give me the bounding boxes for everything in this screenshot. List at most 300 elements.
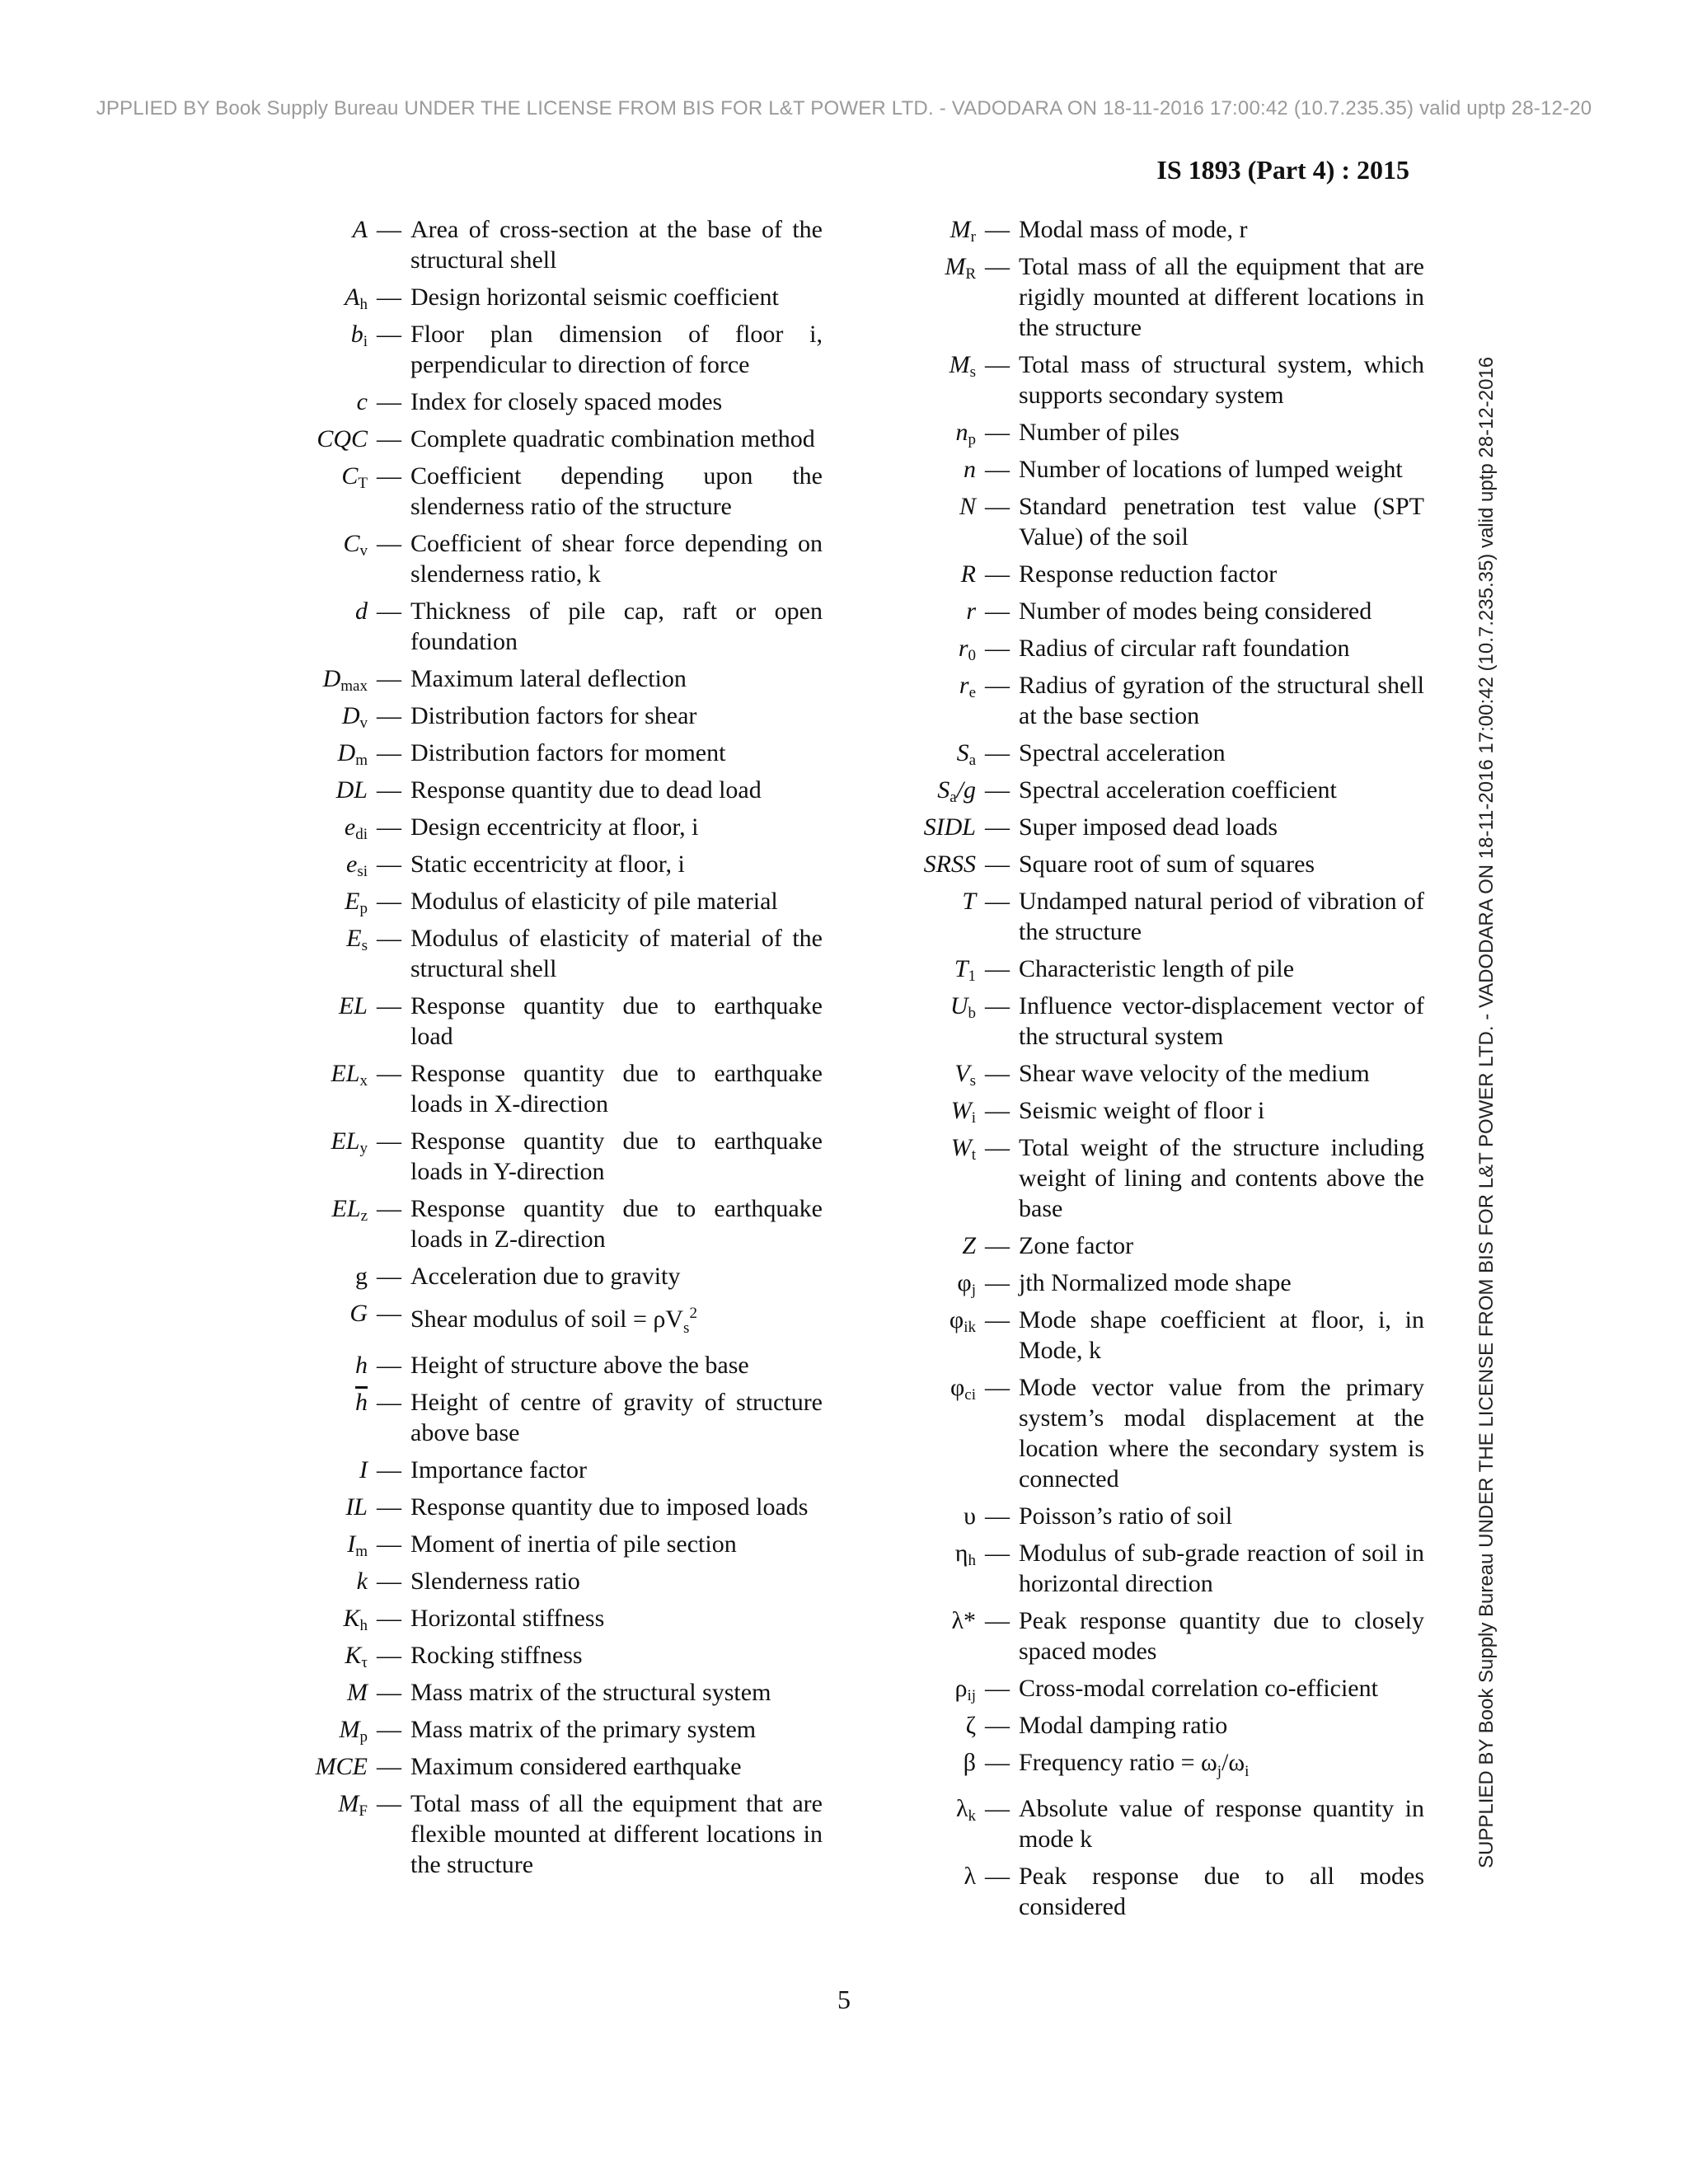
- symbol-entry: [272, 214, 823, 275]
- em-dash: —: [377, 665, 401, 692]
- definition-text: Undamped natural period of vibration of the structure: [1019, 888, 1424, 945]
- symbol-entry: [872, 349, 1424, 410]
- symbol-entry: [872, 1372, 1424, 1494]
- definition: [1019, 1132, 1424, 1224]
- symbol-base: IL: [345, 1493, 368, 1521]
- symbol-base: E: [345, 888, 360, 915]
- definition-text: Radius of gyration of the structural shell at the base section: [1019, 672, 1424, 729]
- symbol-base: r: [966, 598, 976, 625]
- definition: [410, 991, 823, 1052]
- em-dash: —: [985, 1675, 1010, 1702]
- definition: [1019, 775, 1424, 805]
- symbol-subscript: s: [969, 363, 976, 381]
- definition-text: Influence vector-displacement vector of the structural system: [1019, 992, 1424, 1050]
- definition: [410, 1058, 823, 1119]
- em-dash: —: [377, 1195, 401, 1222]
- symbol-base: φ: [949, 1306, 964, 1333]
- definition: [1019, 991, 1424, 1052]
- symbol: [272, 1677, 368, 1708]
- definition-text: Moment of inertia of pile section: [410, 1530, 737, 1558]
- symbol-entry: [272, 849, 823, 879]
- symbol: [272, 849, 368, 879]
- symbol-base: S: [937, 776, 950, 804]
- symbol: [272, 282, 368, 312]
- symbol: [272, 1566, 368, 1596]
- em-dash: —: [377, 1060, 401, 1087]
- definition-text: Distribution factors for shear: [410, 702, 697, 729]
- definition: [410, 1714, 823, 1745]
- symbol-entry: [272, 1677, 823, 1708]
- definition-text: Radius of circular raft foundation: [1019, 635, 1350, 662]
- symbol-base: υ: [964, 1502, 976, 1530]
- symbol-base: N: [959, 493, 976, 520]
- em-dash: —: [985, 1269, 1010, 1296]
- definition-text: Spectral acceleration coefficient: [1019, 776, 1337, 804]
- license-watermark-top: JPPLIED BY Book Supply Bureau UNDER THE LICENSE FROM BIS FOR L&T POWER LTD. - VADODARA ON 18-11-2016 17:00:42 (10.7.235.35) valid uptp 28-12-20: [96, 97, 1592, 120]
- symbol: [272, 1492, 368, 1522]
- symbol-subscript: m: [355, 752, 368, 769]
- symbol-base: $\overline{h}$: [355, 1389, 368, 1416]
- symbol: [272, 1193, 368, 1224]
- em-dash: —: [377, 598, 401, 625]
- symbol: [272, 1298, 368, 1329]
- symbol-base: M: [339, 1716, 360, 1743]
- symbol: [272, 1529, 368, 1559]
- definition-text: Peak response due to all modes considered: [1019, 1863, 1424, 1920]
- definition: [410, 663, 823, 694]
- symbol-entry: [272, 528, 823, 589]
- symbol-base: n: [964, 456, 976, 483]
- symbol: [272, 1751, 368, 1782]
- symbol: [872, 454, 976, 485]
- symbol-entry: [272, 1387, 823, 1448]
- definition: [1019, 886, 1424, 947]
- em-dash: —: [985, 776, 1010, 804]
- symbol-subscript: F: [359, 1802, 368, 1820]
- definition: [410, 886, 823, 916]
- em-dash: —: [377, 425, 401, 452]
- symbol-entry: [272, 1751, 823, 1782]
- symbol-entry: [272, 775, 823, 805]
- symbol-base: U: [950, 992, 968, 1019]
- symbol-subscript: ij: [967, 1687, 976, 1704]
- symbol-base: g: [355, 1263, 368, 1290]
- symbol: [872, 349, 976, 380]
- definition: [1019, 491, 1424, 552]
- symbol-base: d: [355, 598, 368, 625]
- symbol-subscript: r: [970, 228, 976, 246]
- symbol-entry: [272, 1455, 823, 1485]
- definition-text: Modal mass of mode, r: [1019, 216, 1248, 243]
- symbol-base: T: [962, 888, 976, 915]
- definition-text: Rocking stiffness: [410, 1642, 583, 1669]
- definition: [410, 812, 823, 842]
- symbol-base: h: [355, 1352, 368, 1379]
- definition-text: Response quantity due to earthquake loads in X-direction: [410, 1060, 823, 1118]
- symbol: [272, 701, 368, 731]
- definition-text: Total mass of all the equipment that are rigidly mounted at different locations in the structure: [1019, 253, 1424, 341]
- definition-text: Shear modulus of soil = ρV: [410, 1305, 684, 1333]
- definition-text: jth Normalized mode shape: [1019, 1269, 1292, 1296]
- definition-text: Complete quadratic combination method: [410, 425, 815, 452]
- definition: [1019, 1538, 1424, 1599]
- definition: [1019, 1095, 1424, 1126]
- symbol-entry: [872, 1605, 1424, 1666]
- definition: [410, 387, 823, 417]
- symbol: [272, 1261, 368, 1291]
- symbol-base: D: [322, 665, 341, 692]
- definition: [410, 319, 823, 380]
- symbol-entry: [872, 1501, 1424, 1531]
- definition-text: Total weight of the structure including weight of lining and contents above the base: [1019, 1134, 1424, 1222]
- symbol: [872, 954, 976, 984]
- symbol: [872, 1372, 976, 1403]
- symbol-base: K: [343, 1605, 360, 1632]
- em-dash: —: [985, 992, 1010, 1019]
- symbol-base: ζ: [965, 1712, 976, 1739]
- symbol-base: λ*: [951, 1607, 976, 1634]
- definition: [410, 1350, 823, 1380]
- symbol: [272, 1058, 368, 1089]
- symbol-entry: [872, 596, 1424, 626]
- em-dash: —: [985, 635, 1010, 662]
- symbol: [872, 1793, 976, 1824]
- symbol-base: η: [954, 1540, 968, 1567]
- em-dash: —: [985, 351, 1010, 378]
- symbol-base: R: [960, 560, 976, 588]
- em-dash: —: [377, 388, 401, 415]
- em-dash: —: [985, 419, 1010, 446]
- symbol-entry: [872, 251, 1424, 343]
- definition: [410, 282, 823, 312]
- definition-text: Acceleration due to gravity: [410, 1263, 681, 1290]
- em-dash: —: [985, 1060, 1010, 1087]
- symbol-entry: [872, 417, 1424, 448]
- definition: [410, 1603, 823, 1633]
- definition: [1019, 596, 1424, 626]
- symbol-base: φ: [950, 1374, 965, 1401]
- em-dash: —: [377, 1389, 401, 1416]
- symbol-base: SIDL: [923, 813, 976, 841]
- em-dash: —: [985, 1502, 1010, 1530]
- symbol-subscript: p: [968, 431, 976, 448]
- definition: [410, 461, 823, 522]
- definition-subscript: i: [1245, 1763, 1250, 1780]
- symbol-entry: [872, 454, 1424, 485]
- em-dash: —: [377, 1679, 401, 1706]
- definition: [1019, 349, 1424, 410]
- symbol-base: I: [347, 1530, 356, 1558]
- symbol-entry: [272, 701, 823, 731]
- symbol-entry: [872, 1747, 1424, 1787]
- symbol-base: r: [959, 672, 969, 699]
- em-dash: —: [985, 598, 1010, 625]
- em-dash: —: [377, 776, 401, 804]
- symbol-base: λ: [955, 1795, 968, 1822]
- definition-text: Mass matrix of the primary system: [410, 1716, 757, 1743]
- symbol-entry: [872, 1538, 1424, 1599]
- symbol-base: W: [950, 1097, 972, 1124]
- symbol-entry: [872, 214, 1424, 245]
- symbol-subscript: s: [969, 1072, 976, 1090]
- symbol-entry: [272, 991, 823, 1052]
- definition-text: Response quantity due to dead load: [410, 776, 762, 804]
- definition: [410, 738, 823, 768]
- definition-text: Characteristic length of pile: [1019, 955, 1295, 982]
- definition-text: Modulus of sub-grade reaction of soil in horizontal direction: [1019, 1540, 1424, 1597]
- definition-text: Mass matrix of the structural system: [410, 1679, 771, 1706]
- symbol-base: e: [344, 813, 356, 841]
- em-dash: —: [985, 1607, 1010, 1634]
- definition: [1019, 1605, 1424, 1666]
- definition-text: Static eccentricity at floor, i: [410, 851, 685, 878]
- symbol-subscript: di: [355, 826, 368, 843]
- symbol-entry: [872, 1793, 1424, 1854]
- em-dash: —: [377, 530, 401, 557]
- symbol-base: e: [345, 851, 358, 878]
- symbol-base: S: [956, 739, 969, 766]
- symbol-base: MCE: [315, 1753, 368, 1780]
- symbol-subscript: τ: [361, 1654, 368, 1671]
- symbol-subscript: p: [359, 900, 368, 917]
- symbol-base: E: [346, 925, 362, 952]
- symbol-entry: [272, 387, 823, 417]
- symbol-base: Z: [962, 1232, 976, 1259]
- definition-text: Total mass of all the equipment that are flexible mounted at different locations in the structure: [410, 1790, 823, 1878]
- definition-text: Shear wave velocity of the medium: [1019, 1060, 1370, 1087]
- definition-subscript: j: [1217, 1763, 1222, 1780]
- symbol-base: n: [955, 419, 968, 446]
- definition: [410, 1455, 823, 1485]
- symbol-entry: [872, 954, 1424, 984]
- symbol: [872, 251, 976, 282]
- em-dash: —: [985, 851, 1010, 878]
- em-dash: —: [377, 925, 401, 952]
- symbol: [872, 886, 976, 916]
- symbol-base: M: [347, 1679, 368, 1706]
- symbol-subscript: b: [968, 1005, 976, 1022]
- definition: [1019, 1230, 1424, 1261]
- definition-text: Modal damping ratio: [1019, 1712, 1228, 1739]
- symbol-base: SRSS: [923, 851, 976, 878]
- symbol: [272, 812, 368, 842]
- definition: [410, 849, 823, 879]
- definition-text: Coefficient of shear force depending on slenderness ratio, k: [410, 530, 823, 588]
- definition: [1019, 454, 1424, 485]
- symbol-subscript: 0: [968, 647, 976, 664]
- em-dash: —: [985, 456, 1010, 483]
- symbol: [872, 596, 976, 626]
- definition-text: Poisson’s ratio of soil: [1019, 1502, 1233, 1530]
- symbol-entry: [872, 1861, 1424, 1922]
- definition-text: Height of structure above the base: [410, 1352, 749, 1379]
- definition: [1019, 1501, 1424, 1531]
- symbol-entry: [272, 1640, 823, 1671]
- symbol: [272, 387, 368, 417]
- symbol-entry: [872, 1132, 1424, 1224]
- symbol-entry: [272, 1529, 823, 1559]
- symbol: [872, 1305, 976, 1335]
- symbol-base: A: [352, 216, 368, 243]
- em-dash: —: [377, 888, 401, 915]
- em-dash: —: [377, 1263, 401, 1290]
- symbol-base: λ: [964, 1863, 976, 1890]
- definition-text: Design eccentricity at floor, i: [410, 813, 699, 841]
- definition-text: Frequency ratio = ω: [1019, 1749, 1217, 1776]
- symbol-subscript: ik: [964, 1319, 976, 1336]
- symbol: [272, 424, 368, 454]
- symbol-entry: [272, 319, 823, 380]
- definition: [410, 596, 823, 657]
- em-dash: —: [985, 1097, 1010, 1124]
- symbol-entry: [272, 424, 823, 454]
- symbol: [872, 1710, 976, 1741]
- em-dash: —: [985, 1306, 1010, 1333]
- definition-text: Number of piles: [1019, 419, 1179, 446]
- definition-tail: /ω: [1221, 1749, 1245, 1776]
- symbol: [872, 1095, 976, 1126]
- symbol-subscript: h: [359, 1617, 368, 1634]
- definition-text: Response reduction factor: [1019, 560, 1278, 588]
- em-dash: —: [377, 1352, 401, 1379]
- em-dash: —: [985, 1540, 1010, 1567]
- em-dash: —: [377, 216, 401, 243]
- symbol-subscript: h: [968, 1552, 976, 1569]
- definition-text: Total mass of structural system, which supports secondary system: [1019, 351, 1424, 409]
- symbol-base: M: [338, 1790, 359, 1817]
- em-dash: —: [985, 672, 1010, 699]
- symbol: [272, 1387, 368, 1418]
- symbol: [272, 1455, 368, 1485]
- symbol-entry: [272, 1788, 823, 1880]
- symbol-subscript: a: [968, 752, 976, 769]
- definition: [1019, 849, 1424, 879]
- em-dash: —: [377, 739, 401, 766]
- symbol-subscript: v: [359, 715, 368, 732]
- symbol: [272, 1788, 368, 1819]
- symbol-base: C: [341, 462, 359, 490]
- em-dash: —: [985, 493, 1010, 520]
- definition: [410, 1126, 823, 1187]
- symbol: [872, 417, 976, 448]
- symbol-base: EL: [331, 1060, 360, 1087]
- symbol-base: D: [341, 702, 360, 729]
- definition: [410, 1529, 823, 1559]
- symbol-subscript: i: [363, 333, 368, 350]
- definition: [410, 701, 823, 731]
- definition-text: Mode vector value from the primary system’s modal displacement at the location where the secondary system is connected: [1019, 1374, 1424, 1493]
- definition-text: Response quantity due to earthquake loads in Z-direction: [410, 1195, 823, 1253]
- definition-text: Square root of sum of squares: [1019, 851, 1315, 878]
- definition-text: Slenderness ratio: [410, 1568, 580, 1595]
- definition: [1019, 1793, 1424, 1854]
- symbol: [272, 1640, 368, 1671]
- symbol: [272, 528, 368, 559]
- definition-text: Number of locations of lumped weight: [1019, 456, 1403, 483]
- em-dash: —: [377, 321, 401, 348]
- symbol-entry: [272, 1126, 823, 1187]
- symbol-entry: [872, 670, 1424, 731]
- symbol: [272, 461, 368, 491]
- symbol-base: M: [950, 216, 971, 243]
- definition: [410, 1261, 823, 1291]
- page-number: 5: [837, 1985, 851, 2014]
- definition-text: Spectral acceleration: [1019, 739, 1226, 766]
- symbol: [272, 738, 368, 768]
- symbol-entry: [872, 1710, 1424, 1741]
- definition: [410, 923, 823, 984]
- definition: [1019, 954, 1424, 984]
- definition-subscript: s: [683, 1319, 690, 1337]
- definition-text: Index for closely spaced modes: [410, 388, 723, 415]
- definition-text: Importance factor: [410, 1456, 588, 1483]
- definition: [1019, 214, 1424, 245]
- definition-text: Seismic weight of floor i: [1019, 1097, 1265, 1124]
- symbol: [872, 812, 976, 842]
- symbol: [872, 1501, 976, 1531]
- symbol-entry: [272, 886, 823, 916]
- em-dash: —: [377, 1300, 401, 1327]
- symbol-subscript: p: [359, 1728, 368, 1746]
- em-dash: —: [377, 1716, 401, 1743]
- definition-text: Response quantity due to imposed loads: [410, 1493, 809, 1521]
- symbol-subscript: R: [965, 265, 976, 283]
- definition-text: Absolute value of response quantity in mode k: [1019, 1795, 1424, 1853]
- symbol-subscript: y: [359, 1140, 368, 1157]
- symbol-entry: [272, 596, 823, 657]
- symbol-entry: [272, 923, 823, 984]
- definition: [410, 1788, 823, 1880]
- symbol-entry: [272, 1603, 823, 1633]
- symbol-entry: [272, 663, 823, 694]
- em-dash: —: [985, 955, 1010, 982]
- definition: [1019, 1305, 1424, 1366]
- symbol-entry: [872, 1230, 1424, 1261]
- em-dash: —: [377, 1127, 401, 1155]
- definition: [410, 775, 823, 805]
- definition: [1019, 251, 1424, 343]
- definition-superscript: 2: [689, 1305, 697, 1322]
- definition-text: Thickness of pile cap, raft or open foundation: [410, 598, 823, 655]
- em-dash: —: [377, 1493, 401, 1521]
- symbol-entry: [272, 461, 823, 522]
- definition: [1019, 1058, 1424, 1089]
- symbol: [872, 633, 976, 663]
- em-dash: —: [377, 1568, 401, 1595]
- symbol: [272, 214, 368, 245]
- definition: [410, 1751, 823, 1782]
- symbol-subscript: h: [359, 296, 368, 313]
- definition: [410, 1677, 823, 1708]
- definition-text: Floor plan dimension of floor i, perpendicular to direction of force: [410, 321, 823, 378]
- symbol: [872, 1605, 976, 1636]
- symbol-subscript: v: [359, 542, 368, 560]
- definition-text: Maximum considered earthquake: [410, 1753, 742, 1780]
- definition-text: Modulus of elasticity of material of the structural shell: [410, 925, 823, 982]
- em-dash: —: [985, 813, 1010, 841]
- symbol-subscript: si: [357, 863, 368, 880]
- symbol-subscript: x: [359, 1072, 368, 1090]
- symbol-entry: [272, 1058, 823, 1119]
- symbol-subscript: s: [361, 937, 368, 954]
- definition-text: Distribution factors for moment: [410, 739, 726, 766]
- symbol-base: r: [958, 635, 968, 662]
- definition: [410, 424, 823, 454]
- em-dash: —: [985, 1749, 1010, 1776]
- symbol-entry: [272, 282, 823, 312]
- symbol-base: CQC: [316, 425, 368, 452]
- definition: [410, 1387, 823, 1448]
